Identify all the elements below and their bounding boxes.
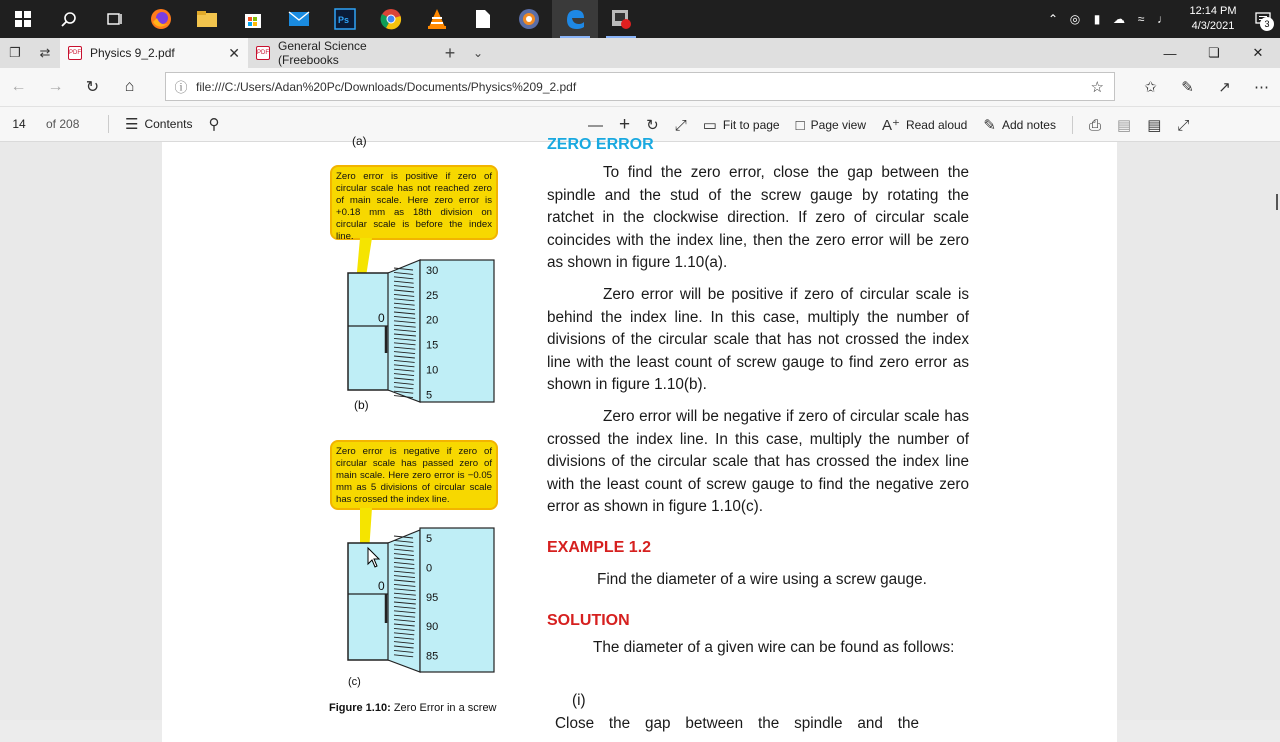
meet-now-icon[interactable]: ◎ bbox=[1069, 12, 1081, 26]
clock-date: 4/3/2021 bbox=[1191, 20, 1235, 32]
paragraph-1 bbox=[547, 162, 969, 275]
url-text: file:///C:/Users/Adan%20Pc/Downloads/Documents/Physics%209_2.pdf bbox=[196, 79, 577, 94]
solution-text bbox=[547, 637, 969, 660]
task-view-icon[interactable] bbox=[92, 0, 138, 38]
window-controls bbox=[1148, 38, 1280, 68]
contents-label: Contents bbox=[144, 117, 193, 131]
scale-label: 20 bbox=[426, 314, 439, 327]
scale-label: 10 bbox=[426, 364, 439, 377]
example-heading: EXAMPLE 1.2 bbox=[547, 539, 652, 556]
tab-physics-pdf[interactable] bbox=[60, 38, 248, 68]
home-button[interactable]: ⌂ bbox=[124, 78, 135, 95]
save-as-button[interactable] bbox=[1139, 107, 1169, 143]
thimble-edge bbox=[388, 260, 420, 402]
browser-actions bbox=[1132, 68, 1280, 106]
heading-zero-error: ZERO ERROR bbox=[547, 136, 654, 153]
favorite-star-icon[interactable]: ☆ bbox=[1090, 78, 1104, 96]
pen-icon[interactable]: ✎ bbox=[1181, 79, 1194, 96]
clock-time: 12:14 PM bbox=[1189, 5, 1237, 17]
plus-icon: + bbox=[619, 114, 631, 135]
example-text: Find the diameter of a wire using a screw gauge. bbox=[597, 571, 927, 588]
fit-page-icon: ▭ bbox=[702, 117, 717, 134]
screw-gauge-b bbox=[330, 238, 502, 408]
fit-to-page-button[interactable] bbox=[695, 107, 788, 143]
edge-icon[interactable] bbox=[552, 0, 598, 38]
vlc-icon[interactable] bbox=[414, 0, 460, 38]
tab-actions-icon[interactable]: ❐ bbox=[9, 45, 21, 60]
pdf-page bbox=[162, 134, 1117, 742]
page-count: of 208 bbox=[46, 117, 80, 131]
callout-negative-error: Zero error is negative if zero of circular scale has passed zero of main scale. Here zero error is −0.05 mm as 5 divisions of circular scale has crossed the index line. bbox=[330, 440, 498, 510]
thimble-edge bbox=[388, 530, 420, 672]
read-aloud-icon: A⁺ bbox=[882, 117, 900, 134]
more-icon[interactable]: ⋯ bbox=[1254, 79, 1269, 96]
step-1 bbox=[547, 690, 969, 735]
paragraph-2-text: Zero error will be positive if zero of circular scale is behind the index line. In this case, multiply the number of divisions of the circular scale that has not crossed the index line with the least count of screw gauge to find zero error as shown in figure 1.10(b). bbox=[547, 286, 969, 393]
fullscreen-button[interactable] bbox=[667, 107, 695, 143]
expand-icon: ⤢ bbox=[674, 116, 687, 134]
scale-label: 95 bbox=[426, 591, 439, 604]
caption-label: Figure 1.10: bbox=[329, 702, 391, 714]
pin-toolbar-button[interactable] bbox=[1169, 107, 1197, 143]
divider bbox=[108, 115, 109, 133]
wifi-icon[interactable]: ≈ bbox=[1137, 12, 1145, 26]
add-notes-button[interactable] bbox=[975, 107, 1064, 143]
tab-label: Physics 9_2.pdf bbox=[90, 46, 175, 60]
pen-icon: ✎ bbox=[983, 117, 996, 134]
save-as-icon: ▤ bbox=[1147, 117, 1162, 134]
pdf-toolbar-right bbox=[580, 107, 1197, 143]
windows-start-icon[interactable] bbox=[0, 0, 46, 38]
scale-label: 15 bbox=[426, 339, 439, 352]
paragraph-1-text: To find the zero error, close the gap between the spindle and the stud of the screw gauge by rotating the ratchet in the clockwise direction. If zero of circular scale coincides with the index line, then the zero error will be zero as shown in figure 1.10(a). bbox=[547, 164, 969, 271]
volume-icon[interactable]: ♩ bbox=[1157, 12, 1169, 26]
paragraph-3 bbox=[547, 406, 969, 519]
info-icon[interactable]: ⓘ bbox=[174, 80, 188, 95]
notification-count: 3 bbox=[1260, 17, 1274, 31]
solution-text-content: The diameter of a given wire can be found as follows: bbox=[593, 639, 955, 656]
find-button[interactable] bbox=[200, 106, 227, 142]
favorites-icon[interactable]: ✩ bbox=[1144, 79, 1157, 96]
document-icon[interactable] bbox=[460, 0, 506, 38]
url-input[interactable] bbox=[165, 72, 1115, 101]
close-tab-icon[interactable]: ✕ bbox=[228, 44, 240, 61]
maximize-button[interactable]: ❏ bbox=[1208, 45, 1220, 60]
read-aloud-button[interactable] bbox=[874, 107, 975, 143]
system-tray bbox=[1042, 0, 1280, 38]
scale-label: 25 bbox=[426, 289, 439, 302]
chrome-icon[interactable] bbox=[368, 0, 414, 38]
tab-bar bbox=[0, 38, 1280, 68]
pin-icon: ⤢ bbox=[1177, 116, 1190, 134]
minus-icon: — bbox=[588, 116, 603, 134]
figure-label-a: (a) bbox=[352, 134, 367, 148]
scrollbar[interactable] bbox=[1272, 142, 1280, 720]
pdf-icon: PDF bbox=[256, 46, 270, 60]
chevron-down-icon[interactable]: ⌄ bbox=[472, 46, 484, 60]
back-button[interactable]: ← bbox=[10, 78, 27, 95]
forward-button[interactable]: → bbox=[47, 78, 64, 95]
divider bbox=[1072, 116, 1073, 134]
figure-caption bbox=[329, 702, 497, 714]
scale-label: 85 bbox=[426, 650, 439, 663]
save-button[interactable] bbox=[1109, 107, 1139, 143]
store-icon[interactable] bbox=[230, 0, 276, 38]
pdf-viewer[interactable] bbox=[0, 134, 1280, 732]
contents-button[interactable] bbox=[117, 106, 200, 142]
scale-label: 30 bbox=[426, 265, 439, 277]
contents-icon: ☰ bbox=[125, 116, 139, 133]
page-view-button[interactable] bbox=[788, 107, 874, 143]
rotate-icon: ↻ bbox=[646, 117, 659, 134]
thimble bbox=[420, 260, 494, 402]
save-icon: ▤ bbox=[1117, 117, 1132, 134]
pdf-icon: PDF bbox=[68, 46, 82, 60]
print-button[interactable] bbox=[1081, 107, 1109, 143]
photoshop-icon[interactable] bbox=[322, 0, 368, 38]
caption-text: Zero Error in a screw bbox=[393, 702, 497, 714]
paragraph-3-text: Zero error will be negative if zero of circular scale has crossed the index line. In this case, multiply the number of divisions of the circular scale that has crossed the index line with the least count of screw gauge to find the negative zero error as shown in figure 1.10(c). bbox=[547, 408, 969, 515]
search-icon: ⚲ bbox=[208, 116, 220, 133]
add-notes-label: Add notes bbox=[1001, 118, 1056, 132]
solution-heading: SOLUTION bbox=[547, 612, 630, 629]
search-icon[interactable] bbox=[46, 0, 92, 38]
scale-label: 5 bbox=[426, 389, 433, 402]
callout-positive-error: Zero error is positive if zero of circular scale has not reached zero of main scale. Here zero error is +0.18 mm as 18th division on circular scale is before the index line. bbox=[330, 165, 498, 240]
onedrive-icon[interactable]: ☁ bbox=[1113, 12, 1125, 26]
paragraph-2 bbox=[547, 284, 969, 397]
address-bar bbox=[0, 68, 1280, 106]
scale-label: 0 bbox=[426, 562, 433, 575]
scrollbar-thumb[interactable] bbox=[1276, 194, 1278, 210]
screw-gauge-c bbox=[330, 508, 502, 678]
file-explorer-icon[interactable] bbox=[184, 0, 230, 38]
scale-label: 90 bbox=[426, 621, 439, 634]
notification-center-icon[interactable] bbox=[1246, 0, 1280, 38]
share-icon[interactable]: ↗ bbox=[1218, 79, 1231, 96]
fit-to-page-label: Fit to page bbox=[722, 118, 780, 132]
tab-list-icon[interactable]: ⇄ bbox=[39, 45, 51, 60]
close-window-button[interactable]: ✕ bbox=[1252, 45, 1264, 60]
minimize-button[interactable]: — bbox=[1163, 45, 1177, 61]
tab-label: General Science (Freebooks bbox=[278, 39, 367, 67]
page-number-input[interactable]: 14 bbox=[12, 117, 26, 131]
media-app-icon[interactable] bbox=[598, 0, 644, 38]
print-icon: ⎙ bbox=[1088, 116, 1101, 134]
battery-icon[interactable]: ▮ bbox=[1093, 12, 1101, 26]
firefox-icon[interactable] bbox=[138, 0, 184, 38]
figure-label-c: (c) bbox=[348, 676, 361, 688]
main-scale-zero: 0 bbox=[378, 579, 385, 593]
main-scale-zero: 0 bbox=[378, 311, 385, 325]
taskbar bbox=[0, 0, 1280, 38]
svg-text:Ps: Ps bbox=[338, 15, 350, 25]
chevron-up-icon[interactable]: ⌃ bbox=[1047, 12, 1059, 26]
scale-label: 5 bbox=[426, 533, 433, 545]
figure-label-b: (b) bbox=[354, 398, 369, 412]
clock[interactable] bbox=[1180, 4, 1246, 34]
tab-general-science[interactable] bbox=[248, 38, 436, 68]
page-view-label: Page view bbox=[810, 118, 867, 132]
page-view-icon: □ bbox=[795, 116, 805, 134]
sleeve bbox=[348, 273, 390, 390]
refresh-button[interactable]: ↻ bbox=[85, 79, 100, 96]
app-icon[interactable] bbox=[506, 0, 552, 38]
step-text: Close the gap between the spindle and the bbox=[555, 714, 919, 732]
new-tab-button[interactable]: + bbox=[444, 42, 456, 63]
step-number: (i) bbox=[572, 692, 586, 709]
mail-icon[interactable] bbox=[276, 0, 322, 38]
read-aloud-label: Read aloud bbox=[905, 118, 968, 132]
